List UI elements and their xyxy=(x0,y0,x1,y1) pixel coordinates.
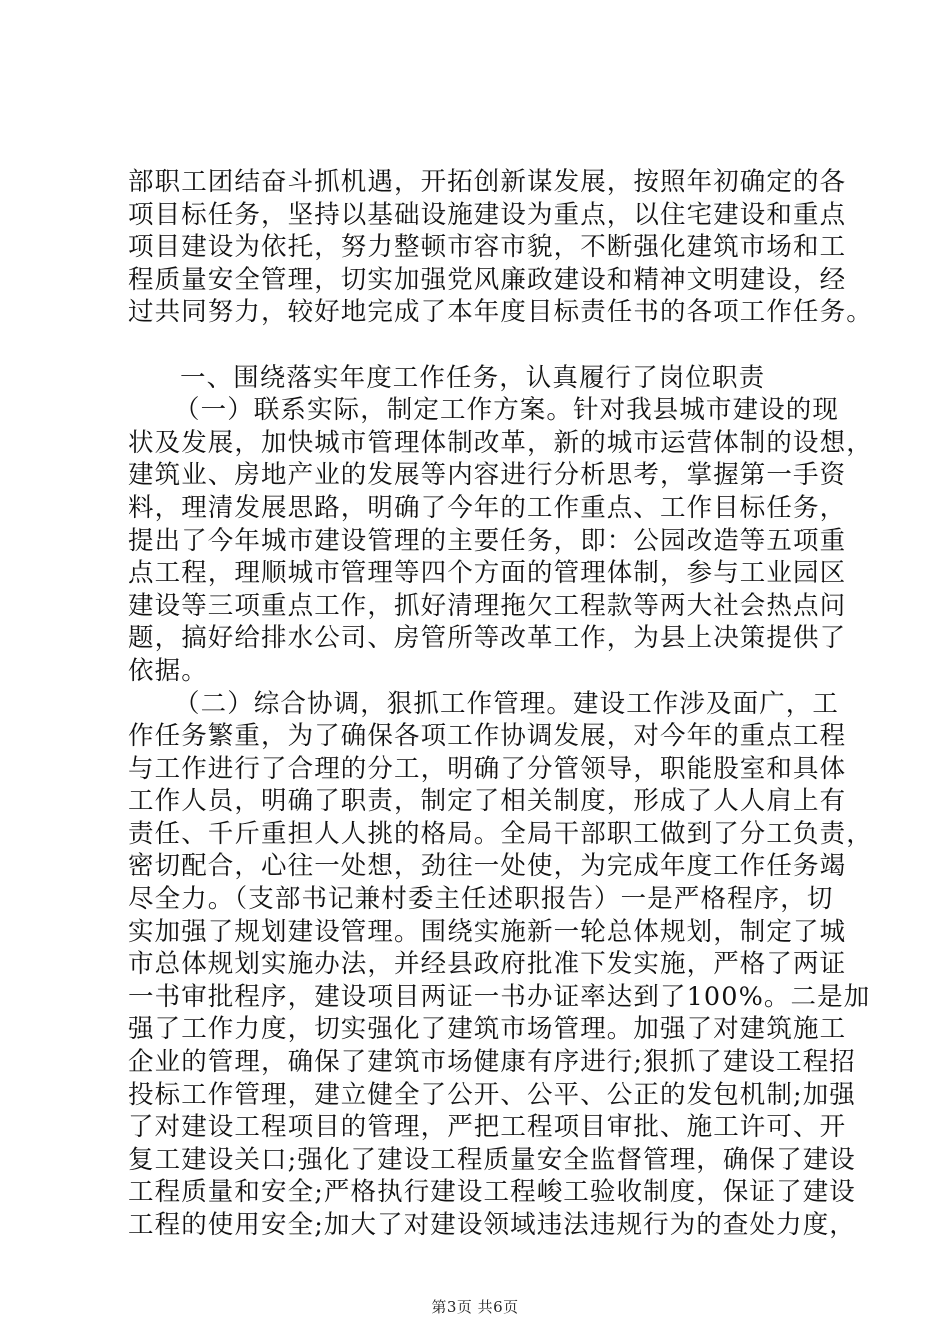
text-line: 密切配合，心往一处想，劲往一处使，为完成年度工作任务竭 xyxy=(128,851,847,882)
text-line: 实加强了规划建设管理。围绕实施新一轮总体规划，制定了城 xyxy=(128,916,847,947)
section-heading: 一、围绕落实年度工作任务，认真履行了岗位职责 xyxy=(180,362,766,393)
text-line: 工作人员，明确了职责，制定了相关制度，形成了人人肩上有 xyxy=(128,786,847,817)
text-line: （二）综合协调，狠抓工作管理。建设工作涉及面广，工 xyxy=(174,688,840,719)
text-line: 与工作进行了合理的分工，明确了分管领导，职能股室和具体 xyxy=(128,753,847,784)
text-line: 市总体规划实施办法，并经县政府批准下发实施，严格了两证 xyxy=(128,949,847,980)
text-line: 工程的使用安全;加大了对建设领域违法违规行为的查处力度， xyxy=(128,1210,856,1240)
text-line: 一书审批程序，建设项目两证一书办证率达到了100%。二是加 xyxy=(128,981,871,1012)
text-line: 依据。 xyxy=(128,655,208,686)
text-line: 建设等三项重点工作，抓好清理拖欠工程款等两大社会热点问 xyxy=(128,590,847,621)
text-line: 责任、千斤重担人人挑的格局。全局干部职工做到了分工负责， xyxy=(128,818,873,849)
text-line: 尽全力。（支部书记兼村委主任述职报告）一是严格程序，切 xyxy=(128,884,834,915)
text-line: 料，理清发展思路，明确了今年的工作重点、工作目标任务， xyxy=(128,492,847,523)
text-line: 项目建设为依托，努力整顿市容市貌，不断强化建筑市场和工 xyxy=(128,232,847,263)
text-line: 程质量安全管理，切实加强党风廉政建设和精神文明建设，经 xyxy=(128,264,847,295)
text-line: 强了工作力度，切实强化了建筑市场管理。加强了对建筑施工 xyxy=(128,1014,847,1045)
page-number-footer: 第3页 共6页 xyxy=(431,1298,519,1316)
text-line: 状及发展，加快城市管理体制改革，新的城市运营体制的设想， xyxy=(128,427,873,458)
text-line: 提出了今年城市建设管理的主要任务，即：公园改造等五项重 xyxy=(128,525,847,556)
text-line: 点工程，理顺城市管理等四个方面的管理体制，参与工业园区 xyxy=(128,558,847,589)
body-text xyxy=(128,166,873,1242)
text-line: 项目标任务，坚持以基础设施建设为重点，以住宅建设和重点 xyxy=(128,199,847,230)
paragraph-gap xyxy=(128,329,852,362)
text-line: 了对建设工程项目的管理，严把工程项目审批、施工许可、开 xyxy=(128,1112,847,1143)
text-line: 过共同努力，较好地完成了本年度目标责任书的各项工作任务。 xyxy=(128,297,873,328)
text-line: 作任务繁重，为了确保各项工作协调发展，对今年的重点工程 xyxy=(128,721,847,752)
text-line: 部职工团结奋斗抓机遇，开拓创新谋发展，按照年初确定的各 xyxy=(128,167,847,197)
text-line: 投标工作管理，建立健全了公开、公平、公正的发包机制;加强 xyxy=(128,1079,856,1110)
text-line: （一）联系实际，制定工作方案。针对我县城市建设的现 xyxy=(174,395,840,426)
text-line: 复工建设关口;强化了建设工程质量安全监督管理，确保了建设 xyxy=(128,1144,856,1175)
text-line: 建筑业、房地产业的发展等内容进行分析思考，掌握第一手资 xyxy=(128,460,847,491)
text-line: 企业的管理，确保了建筑市场健康有序进行;狠抓了建设工程招 xyxy=(128,1047,856,1078)
text-line: 题，搞好给排水公司、房管所等改革工作，为县上决策提供了 xyxy=(128,623,847,654)
text-line: 工程质量和安全;严格执行建设工程峻工验收制度，保证了建设 xyxy=(128,1177,856,1208)
